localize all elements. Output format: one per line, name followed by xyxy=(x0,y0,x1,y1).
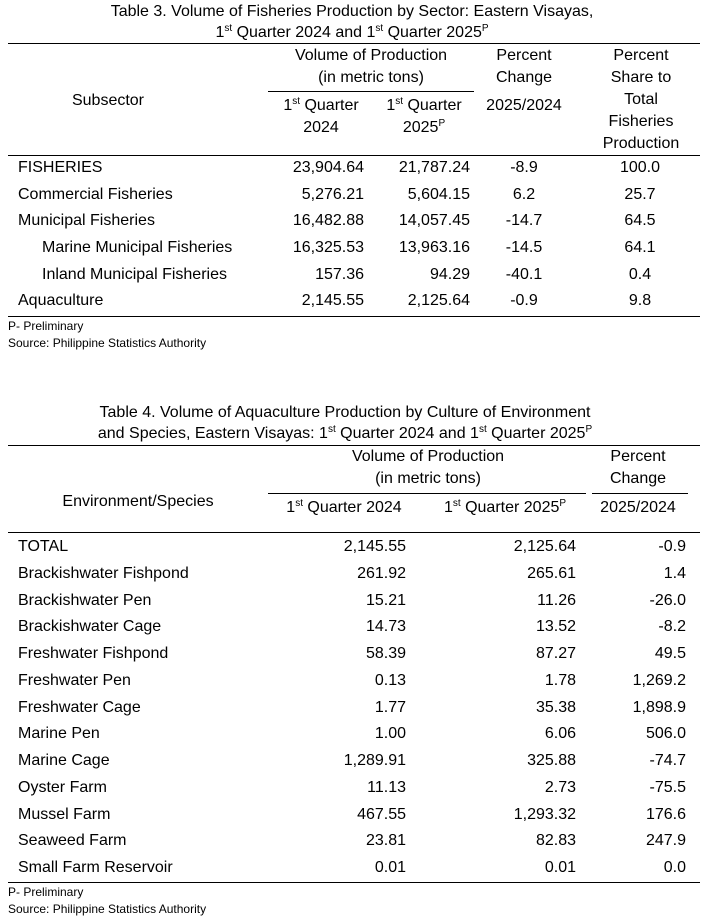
table-cell-pct: -0.9 xyxy=(658,538,686,555)
table-cell-q2025: 13,963.16 xyxy=(398,239,470,256)
table3-col-volume-line2: (in metric tons) xyxy=(318,69,424,86)
table-cell-pct: -74.7 xyxy=(649,752,686,769)
table-cell-pct: -14.5 xyxy=(505,239,543,256)
table-row-label: Freshwater Fishpond xyxy=(18,645,169,662)
table3-note-source: Source: Philippine Statistics Authority xyxy=(8,336,207,350)
table4-col-pct-line2: Change xyxy=(609,470,667,487)
table4-title-line2: and Species, Eastern Visayas: 1st Quarter 2024 and 1st Quarter $2025^P$ xyxy=(97,424,593,442)
table-cell-share: 64.1 xyxy=(624,239,656,256)
table-cell-pct: 1,898.9 xyxy=(632,699,686,716)
table3-title-line2: 1st Quarter 2024 and 1st Quarter $2025^P$ xyxy=(215,23,489,41)
table-cell-q2025: 35.38 xyxy=(535,699,576,716)
table3-col-q2024-year: 2024 xyxy=(303,119,339,136)
table3-bottom-rule xyxy=(8,316,700,317)
table3-col-pct-line2: Change xyxy=(495,69,553,86)
table-cell-q2024: 2,145.55 xyxy=(301,292,364,309)
table-row-label: Marine Municipal Fisheries xyxy=(42,239,233,256)
table-cell-q2025: 6.06 xyxy=(544,725,576,742)
table-row-label: Seaweed Farm xyxy=(18,832,127,849)
table-cell-pct: 1.4 xyxy=(663,565,686,582)
table-cell-q2024: 1,289.91 xyxy=(343,752,406,769)
table3-col-q2025-year: $2025^P$ xyxy=(402,118,446,136)
table-row-label: TOTAL xyxy=(18,538,69,555)
table4-title-line1: Table 4. Volume of Aquaculture Production by Culture of Environment xyxy=(99,404,591,421)
table-cell-pct: 1,269.2 xyxy=(632,672,686,689)
table-cell-pct: -14.7 xyxy=(505,212,543,229)
table-cell-q2025: 1.78 xyxy=(544,672,576,689)
table-cell-q2024: 14.73 xyxy=(365,618,406,635)
table3-note-preliminary: P- Preliminary xyxy=(8,319,84,333)
table-cell-q2024: 23.81 xyxy=(365,832,406,849)
table4-note-preliminary: P- Preliminary xyxy=(8,885,84,899)
table3-col-pct-line3: 2025/2024 xyxy=(486,97,562,114)
table-cell-q2025: 2.73 xyxy=(544,779,576,796)
table-cell-q2025: 1,293.32 xyxy=(513,806,576,823)
table-cell-q2024: 23,904.64 xyxy=(292,159,364,176)
table-cell-share: 25.7 xyxy=(624,186,656,203)
table-cell-q2024: 11.13 xyxy=(367,779,406,796)
table-cell-q2024: 2,145.55 xyxy=(343,538,406,555)
table-cell-q2025: 14,057.45 xyxy=(398,212,470,229)
table-cell-pct: -8.9 xyxy=(510,159,538,176)
table3-col-q2024: 1st Quarter xyxy=(283,96,359,114)
table3-col-share-line3: Total xyxy=(624,91,658,108)
table-cell-pct: -75.5 xyxy=(649,779,686,796)
table-cell-q2024: 157.36 xyxy=(315,266,364,283)
table-cell-q2025: 0.01 xyxy=(544,859,576,876)
table-cell-pct: -26.0 xyxy=(649,592,686,609)
table-cell-q2025: 82.83 xyxy=(535,832,576,849)
table4-col-q2025: 1st Quarter $2025^P$ xyxy=(443,498,567,516)
table-cell-pct: -0.9 xyxy=(510,292,538,309)
table-row-label: Mussel Farm xyxy=(18,806,111,823)
table3-title-line1: Table 3. Volume of Fisheries Production by Sector: Eastern Visayas, xyxy=(110,3,594,20)
table-cell-pct: 0.0 xyxy=(663,859,686,876)
table-cell-q2025: 87.27 xyxy=(535,645,576,662)
table-row-label: Oyster Farm xyxy=(18,779,107,796)
table-cell-pct: 49.5 xyxy=(654,645,686,662)
table3-volume-underline xyxy=(268,91,474,92)
table-cell-q2025: 2,125.64 xyxy=(407,292,470,309)
table-cell-pct: 176.6 xyxy=(645,806,686,823)
table-row-label: Small Farm Reservoir xyxy=(18,859,173,876)
table-row-label: Brackishwater Fishpond xyxy=(18,565,189,582)
table4-col-q2024: 1st Quarter 2024 xyxy=(286,498,402,516)
table-row-label: Brackishwater Pen xyxy=(18,592,152,609)
table4-col-pct-line3: 2025/2024 xyxy=(600,499,676,516)
table-cell-q2024: 15.21 xyxy=(365,592,406,609)
table-cell-q2025: 21,787.24 xyxy=(398,159,470,176)
table-cell-pct: 6.2 xyxy=(512,186,536,203)
table4-bottom-rule xyxy=(8,882,700,883)
table4-col-pct-line1: Percent xyxy=(610,448,666,465)
table3-col-q2025: 1st Quarter xyxy=(386,96,462,114)
table-row-label: Municipal Fisheries xyxy=(18,212,155,229)
table3-col-pct-line1: Percent xyxy=(496,47,552,64)
table-row-label: Commercial Fisheries xyxy=(18,186,173,203)
table-cell-pct: 247.9 xyxy=(645,832,686,849)
table3-col-volume-line1: Volume of Production xyxy=(294,47,448,64)
table-row-label: FISHERIES xyxy=(18,159,103,176)
table3-col-share-line4: Fisheries xyxy=(608,113,674,130)
table-cell-q2025: 5,604.15 xyxy=(407,186,470,203)
table4-pct-underline xyxy=(592,493,688,494)
table-cell-q2024: 16,325.53 xyxy=(292,239,364,256)
table-cell-q2025: 265.61 xyxy=(527,565,576,582)
table-row-label: Marine Pen xyxy=(18,725,100,742)
table-row-label: Freshwater Pen xyxy=(18,672,131,689)
table-cell-pct: 506.0 xyxy=(645,725,686,742)
table-cell-q2024: 0.13 xyxy=(374,672,406,689)
table-row-label: Marine Cage xyxy=(18,752,110,769)
table-cell-share: 100.0 xyxy=(619,159,661,176)
table3-col-share-line1: Percent xyxy=(613,47,669,64)
table-cell-q2025: 325.88 xyxy=(527,752,576,769)
table4-header-rule xyxy=(8,532,700,533)
table-row-label: Freshwater Cage xyxy=(18,699,141,716)
table-cell-share: 9.8 xyxy=(628,292,652,309)
table-cell-q2025: 13.52 xyxy=(535,618,576,635)
table-cell-q2024: 5,276.21 xyxy=(301,186,364,203)
table-row-label: Aquaculture xyxy=(18,292,104,309)
table-row-label: Brackishwater Cage xyxy=(18,618,162,635)
table3-col-share-line5: Production xyxy=(602,135,680,152)
table-cell-q2025: 94.29 xyxy=(429,266,470,283)
table-cell-q2024: 1.00 xyxy=(374,725,406,742)
table-cell-q2025: 2,125.64 xyxy=(513,538,576,555)
table-cell-q2024: 16,482.88 xyxy=(292,212,364,229)
table4-col-volume-line1: Volume of Production xyxy=(351,448,505,465)
table-cell-q2025: 11.26 xyxy=(537,592,576,609)
table-cell-share: 0.4 xyxy=(628,266,652,283)
table-cell-q2024: 0.01 xyxy=(374,859,406,876)
table4-volume-underline xyxy=(268,493,586,494)
table4-col-volume-line2: (in metric tons) xyxy=(375,470,481,487)
table3-col-subsector: Subsector xyxy=(71,92,145,109)
table-cell-q2024: 58.39 xyxy=(365,645,406,662)
table4-col-env: Environment/Species xyxy=(62,493,214,510)
table-cell-q2024: 1.77 xyxy=(374,699,406,716)
table-cell-q2024: 467.55 xyxy=(357,806,406,823)
table-cell-share: 64.5 xyxy=(624,212,656,229)
table3-col-share-line2: Share to xyxy=(610,69,672,86)
table-cell-pct: -8.2 xyxy=(658,618,686,635)
table4-note-source: Source: Philippine Statistics Authority xyxy=(8,902,207,916)
table-row-label: Inland Municipal Fisheries xyxy=(42,266,227,283)
table3-top-rule xyxy=(8,43,700,44)
table-cell-pct: -40.1 xyxy=(505,266,543,283)
table-cell-q2024: 261.92 xyxy=(357,565,406,582)
